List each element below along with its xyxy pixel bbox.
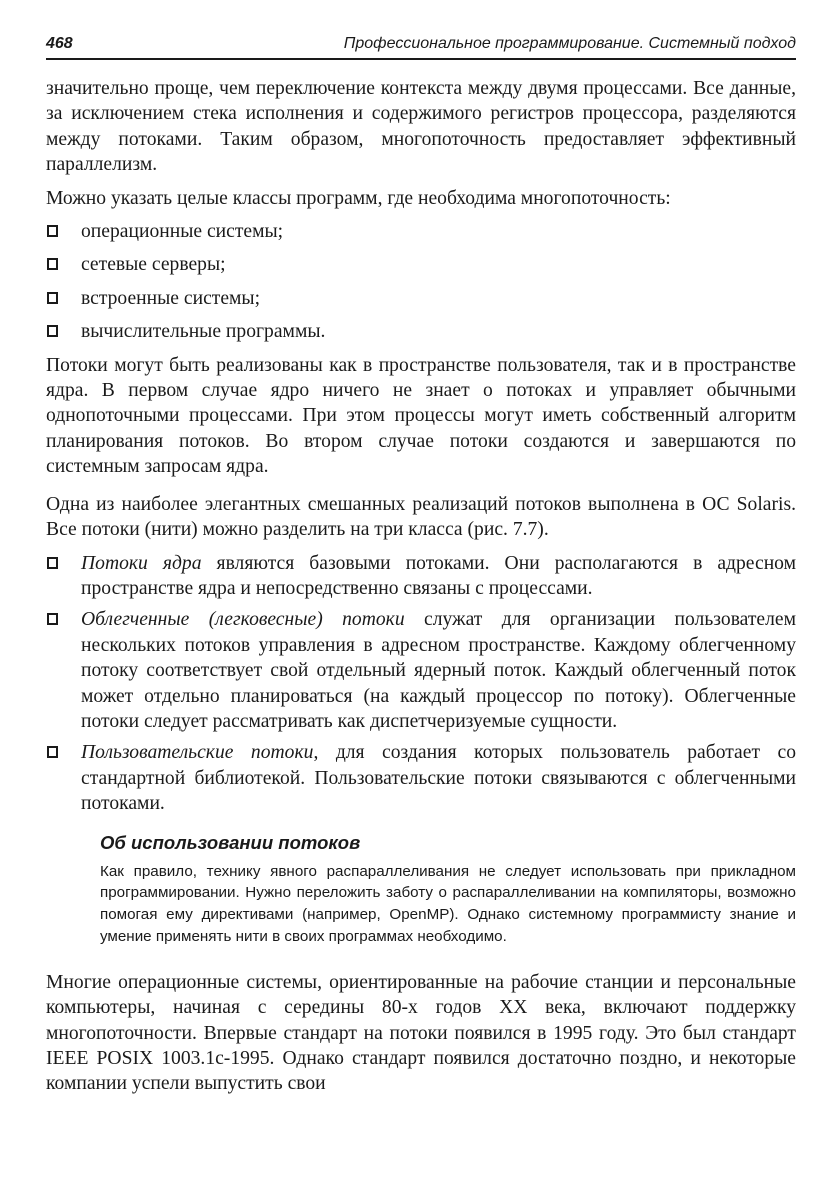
checkbox-bullet-icon: [47, 325, 58, 337]
list-item: [46, 551, 796, 602]
list-item-text: вычислительные программы.: [81, 321, 326, 343]
checkbox-bullet-icon: [47, 258, 58, 270]
list-item-term: Потоки ядра: [81, 552, 202, 574]
list-item-text: , для создания которых пользователь работает со стандартной библиотекой. Пользовательские потоки связываются с облегченными потоками.: [81, 742, 796, 815]
program-classes-list: [46, 219, 796, 345]
page-number: 468: [46, 35, 73, 52]
paragraph: значительно проще, чем переключение контекста между двумя процессами. Все данные, за исключением стека исполнения и содержимого регистров процессора, разделяются между потоками. Таким образом, многопоточность предоставляет эффективный параллелизм.: [46, 78, 796, 176]
paragraph: Можно указать целые классы программ, где необходима многопоточность:: [46, 187, 671, 209]
list-item-text: являются базовыми потоками. Они располагаются в адресном пространстве ядра и непосредственно связаны с процессами.: [81, 552, 797, 599]
list-item: [46, 252, 796, 277]
paragraph: Потоки могут быть реализованы как в пространстве пользователя, так и в пространстве ядра. В первом случае ядро ничего не знает о потоках и управляет обычными однопоточными процессами. При этом процессы могут иметь собственный алгоритм планирования потоков. Во втором случае потоки создаются и завершаются по системным запросам ядра.: [46, 354, 796, 478]
paragraph: Одна из наиболее элегантных смешанных реализаций потоков выполнена в ОС Solaris. Все потоки (нити) можно разделить на три класса (рис. 7.7).: [46, 493, 796, 541]
checkbox-bullet-icon: [47, 292, 58, 304]
list-item: [46, 607, 796, 734]
book-page: [46, 34, 796, 1109]
list-item-text: операционные системы;: [81, 221, 284, 243]
paragraph: Многие операционные системы, ориентированные на рабочие станции и персональные компьютеры, начиная с середины 80-х годов XX века, включают поддержку многопоточности. Впервые стандарт на потоки появился в 1995 году. Это был стандарт IEEE POSIX 1003.1c-1995. Однако стандарт появился достаточно поздно, и некоторые компании успели выпустить свои: [46, 971, 796, 1095]
list-item-term: Облегченные (легковесные) потоки: [81, 609, 405, 631]
checkbox-bullet-icon: [47, 557, 58, 569]
list-item: [46, 740, 796, 816]
book-title: Профессиональное программирование. Системный подход: [343, 35, 796, 52]
list-item-text: сетевые серверы;: [81, 254, 226, 276]
page-content: [46, 76, 796, 1097]
note-body: Как правило, технику явного распараллеливания не следует использовать при прикладном программировании. Нужно переложить заботу о распараллеливании на компиляторы, возможно помогая ему директивами (например, OpenMP). Однако системному программисту знание и умение применять нити в своих программах необходимо.: [100, 862, 796, 945]
list-item: [46, 319, 796, 344]
sidebar-note: [100, 831, 796, 948]
checkbox-bullet-icon: [47, 613, 58, 625]
running-header: [46, 34, 796, 60]
note-title: Об использовании потоков: [100, 831, 361, 853]
list-item: [46, 286, 796, 311]
checkbox-bullet-icon: [47, 225, 58, 237]
list-item-term: Пользовательские потоки: [81, 742, 314, 764]
checkbox-bullet-icon: [47, 746, 58, 758]
list-item: [46, 219, 796, 244]
list-item-text: служат для организации пользователем нескольких потоков управления в адресном пространстве. Каждому облегченному потоку соответствует свой отдельный ядерный поток. Каждый облегченный поток может отдельно планироваться (на каждый процессор по потоку). Облегченные потоки следует рассматривать как диспетчеризуемые сущности.: [81, 609, 797, 732]
thread-classes-list: [46, 551, 796, 817]
list-item-text: встроенные системы;: [81, 287, 261, 309]
